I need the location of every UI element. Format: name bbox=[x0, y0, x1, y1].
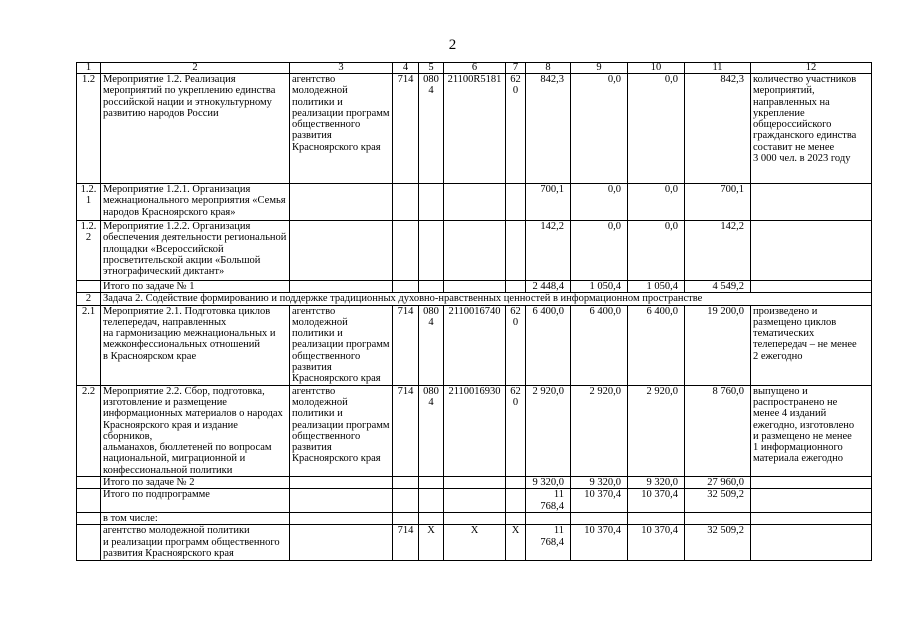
measure-name-cell: агентство молодежной политики и реализации программ общественного развития Красноярского края bbox=[101, 525, 290, 561]
year-2-amount-cell: 2 920,0 bbox=[571, 385, 628, 476]
year-3-amount-cell: 1 050,4 bbox=[628, 281, 685, 293]
table-row bbox=[77, 477, 872, 489]
year-2-amount-cell: 10 370,4 bbox=[571, 489, 628, 513]
column-number: 4 bbox=[393, 63, 419, 74]
target-article-cell: 2110016930 bbox=[444, 385, 506, 476]
total-amount-cell: 8 760,0 bbox=[685, 385, 751, 476]
program-measures-table bbox=[76, 62, 872, 561]
column-number-row bbox=[77, 63, 872, 74]
section-code-cell bbox=[419, 221, 444, 281]
executor-cell bbox=[290, 221, 393, 281]
row-number-cell: 1.2.2 bbox=[77, 221, 101, 281]
expense-type-cell bbox=[506, 184, 526, 221]
year-1-amount-cell: 9 320,0 bbox=[526, 477, 571, 489]
target-article-cell bbox=[444, 184, 506, 221]
column-number: 9 bbox=[571, 63, 628, 74]
row-number-cell bbox=[77, 477, 101, 489]
year-3-amount-cell: 0,0 bbox=[628, 74, 685, 184]
grbs-code-cell bbox=[393, 477, 419, 489]
table-row bbox=[77, 525, 872, 561]
row-number-cell bbox=[77, 525, 101, 561]
target-article-cell: Х bbox=[444, 525, 506, 561]
column-number: 11 bbox=[685, 63, 751, 74]
year-3-amount-cell: 10 370,4 bbox=[628, 489, 685, 513]
section-code-cell bbox=[419, 512, 444, 524]
year-3-amount-cell: 2 920,0 bbox=[628, 385, 685, 476]
year-2-amount-cell: 6 400,0 bbox=[571, 305, 628, 385]
grbs-code-cell bbox=[393, 489, 419, 513]
target-article-cell bbox=[444, 489, 506, 513]
executor-cell: агентство молодежной политики и реализации программ общественного развития Красноярского края bbox=[290, 305, 393, 385]
column-number: 10 bbox=[628, 63, 685, 74]
table-row bbox=[77, 305, 872, 385]
column-number: 2 bbox=[101, 63, 290, 74]
year-3-amount-cell: 0,0 bbox=[628, 221, 685, 281]
year-3-amount-cell: 6 400,0 bbox=[628, 305, 685, 385]
measure-name-cell: Итого по подпрограмме bbox=[101, 489, 290, 513]
year-1-amount-cell: 2 448,4 bbox=[526, 281, 571, 293]
section-code-cell: 0804 bbox=[419, 305, 444, 385]
grbs-code-cell bbox=[393, 184, 419, 221]
grbs-code-cell: 714 bbox=[393, 525, 419, 561]
expected-result-cell bbox=[751, 477, 872, 489]
section-code-cell: 0804 bbox=[419, 74, 444, 184]
column-number: 6 bbox=[444, 63, 506, 74]
expense-type-cell: 620 bbox=[506, 305, 526, 385]
total-amount-cell: 32 509,2 bbox=[685, 525, 751, 561]
expense-type-cell bbox=[506, 281, 526, 293]
row-number-cell: 1.2 bbox=[77, 74, 101, 184]
total-amount-cell: 32 509,2 bbox=[685, 489, 751, 513]
expense-type-cell: 620 bbox=[506, 385, 526, 476]
executor-cell: агентство молодежной политики и реализации программ общественного развития Красноярского края bbox=[290, 74, 393, 184]
column-number: 3 bbox=[290, 63, 393, 74]
table-row bbox=[77, 74, 872, 184]
year-3-amount-cell: 0,0 bbox=[628, 184, 685, 221]
year-1-amount-cell: 700,1 bbox=[526, 184, 571, 221]
year-1-amount-cell: 2 920,0 bbox=[526, 385, 571, 476]
expected-result-cell bbox=[751, 184, 872, 221]
section-code-cell bbox=[419, 489, 444, 513]
target-article-cell: 21100R5181 bbox=[444, 74, 506, 184]
target-article-cell bbox=[444, 221, 506, 281]
year-1-amount-cell: 842,3 bbox=[526, 74, 571, 184]
measure-name-cell: Мероприятие 1.2.1. Организация межнационального мероприятия «Семья народов Красноярского края» bbox=[101, 184, 290, 221]
expense-type-cell bbox=[506, 477, 526, 489]
target-article-cell bbox=[444, 477, 506, 489]
section-code-cell: Х bbox=[419, 525, 444, 561]
expected-result-cell bbox=[751, 281, 872, 293]
measure-name-cell: Итого по задаче № 1 bbox=[101, 281, 290, 293]
expected-result-cell bbox=[751, 221, 872, 281]
measure-name-cell: Мероприятие 2.1. Подготовка циклов телепередач, направленных на гармонизацию межнациональных и межконфессиональных отношений в Красноярском крае bbox=[101, 305, 290, 385]
total-amount-cell: 842,3 bbox=[685, 74, 751, 184]
table-row bbox=[77, 489, 872, 513]
grbs-code-cell: 714 bbox=[393, 385, 419, 476]
section-code-cell: 0804 bbox=[419, 385, 444, 476]
year-2-amount-cell: 0,0 bbox=[571, 221, 628, 281]
task-title-cell: Задача 2. Содействие формированию и поддержке традиционных духовно-нравственных ценностей в информационном пространстве bbox=[101, 293, 872, 305]
expense-type-cell: 620 bbox=[506, 74, 526, 184]
executor-cell: агентство молодежной политики и реализации программ общественного развития Красноярского края bbox=[290, 385, 393, 476]
row-number-cell: 2.2 bbox=[77, 385, 101, 476]
row-number-cell bbox=[77, 281, 101, 293]
executor-cell bbox=[290, 512, 393, 524]
executor-cell bbox=[290, 184, 393, 221]
page-number: 2 bbox=[448, 37, 457, 53]
year-2-amount-cell: 0,0 bbox=[571, 184, 628, 221]
expected-result-cell: выпущено и распространено не менее 4 изданий ежегодно, изготовлено и размещено не менее 1 информационного материала ежегодно bbox=[751, 385, 872, 476]
measure-name-cell: Мероприятие 1.2.2. Организация обеспечения деятельности региональной площадки «Всероссийской просветительской акции «Большой этнографический диктант» bbox=[101, 221, 290, 281]
table-row bbox=[77, 281, 872, 293]
expected-result-cell bbox=[751, 525, 872, 561]
total-amount-cell: 700,1 bbox=[685, 184, 751, 221]
total-amount-cell: 27 960,0 bbox=[685, 477, 751, 489]
expense-type-cell bbox=[506, 221, 526, 281]
year-3-amount-cell: 10 370,4 bbox=[628, 525, 685, 561]
grbs-code-cell: 714 bbox=[393, 305, 419, 385]
year-1-amount-cell bbox=[526, 512, 571, 524]
executor-cell bbox=[290, 525, 393, 561]
table-row bbox=[77, 184, 872, 221]
section-code-cell bbox=[419, 477, 444, 489]
year-2-amount-cell: 10 370,4 bbox=[571, 525, 628, 561]
row-number-cell: 2 bbox=[77, 293, 101, 305]
measure-name-cell: Мероприятие 1.2. Реализация мероприятий по укреплению единства российской нации и этнокультурному развитию народов России bbox=[101, 74, 290, 184]
year-1-amount-cell: 11 768,4 bbox=[526, 489, 571, 513]
measure-name-cell: Итого по задаче № 2 bbox=[101, 477, 290, 489]
total-amount-cell: 19 200,0 bbox=[685, 305, 751, 385]
section-code-cell bbox=[419, 184, 444, 221]
target-article-cell bbox=[444, 512, 506, 524]
measure-name-cell: в том числе: bbox=[101, 512, 290, 524]
target-article-cell: 2110016740 bbox=[444, 305, 506, 385]
year-3-amount-cell bbox=[628, 512, 685, 524]
row-number-cell: 2.1 bbox=[77, 305, 101, 385]
total-amount-cell bbox=[685, 512, 751, 524]
row-number-cell bbox=[77, 512, 101, 524]
expense-type-cell bbox=[506, 489, 526, 513]
executor-cell bbox=[290, 281, 393, 293]
total-amount-cell: 142,2 bbox=[685, 221, 751, 281]
year-2-amount-cell: 1 050,4 bbox=[571, 281, 628, 293]
expense-type-cell: Х bbox=[506, 525, 526, 561]
year-1-amount-cell: 142,2 bbox=[526, 221, 571, 281]
table-row bbox=[77, 221, 872, 281]
year-2-amount-cell: 0,0 bbox=[571, 74, 628, 184]
year-2-amount-cell: 9 320,0 bbox=[571, 477, 628, 489]
table-row bbox=[77, 512, 872, 524]
year-2-amount-cell bbox=[571, 512, 628, 524]
expense-type-cell bbox=[506, 512, 526, 524]
grbs-code-cell bbox=[393, 221, 419, 281]
expected-result-cell: количество участников мероприятий, направленных на укрепление общероссийского гражданского единства составит не менее 3 000 чел. в 2023 году bbox=[751, 74, 872, 184]
column-number: 12 bbox=[751, 63, 872, 74]
column-number: 7 bbox=[506, 63, 526, 74]
total-amount-cell: 4 549,2 bbox=[685, 281, 751, 293]
row-number-cell bbox=[77, 489, 101, 513]
table-row bbox=[77, 385, 872, 476]
column-number: 5 bbox=[419, 63, 444, 74]
target-article-cell bbox=[444, 281, 506, 293]
expected-result-cell: произведено и размещено циклов тематических телепередач – не менее 2 ежегодно bbox=[751, 305, 872, 385]
measure-name-cell: Мероприятие 2.2. Сбор, подготовка, изготовление и размещение информационных материалов о народах Красноярского края и издание сборников, альманахов, бюллетеней по вопросам национальной, миграционной и конфессиональной политики bbox=[101, 385, 290, 476]
expected-result-cell bbox=[751, 512, 872, 524]
year-1-amount-cell: 6 400,0 bbox=[526, 305, 571, 385]
grbs-code-cell bbox=[393, 512, 419, 524]
year-3-amount-cell: 9 320,0 bbox=[628, 477, 685, 489]
executor-cell bbox=[290, 489, 393, 513]
task-row bbox=[77, 293, 872, 305]
grbs-code-cell bbox=[393, 281, 419, 293]
expected-result-cell bbox=[751, 489, 872, 513]
column-number: 1 bbox=[77, 63, 101, 74]
row-number-cell: 1.2.1 bbox=[77, 184, 101, 221]
section-code-cell bbox=[419, 281, 444, 293]
column-number: 8 bbox=[526, 63, 571, 74]
year-1-amount-cell: 11 768,4 bbox=[526, 525, 571, 561]
grbs-code-cell: 714 bbox=[393, 74, 419, 184]
executor-cell bbox=[290, 477, 393, 489]
